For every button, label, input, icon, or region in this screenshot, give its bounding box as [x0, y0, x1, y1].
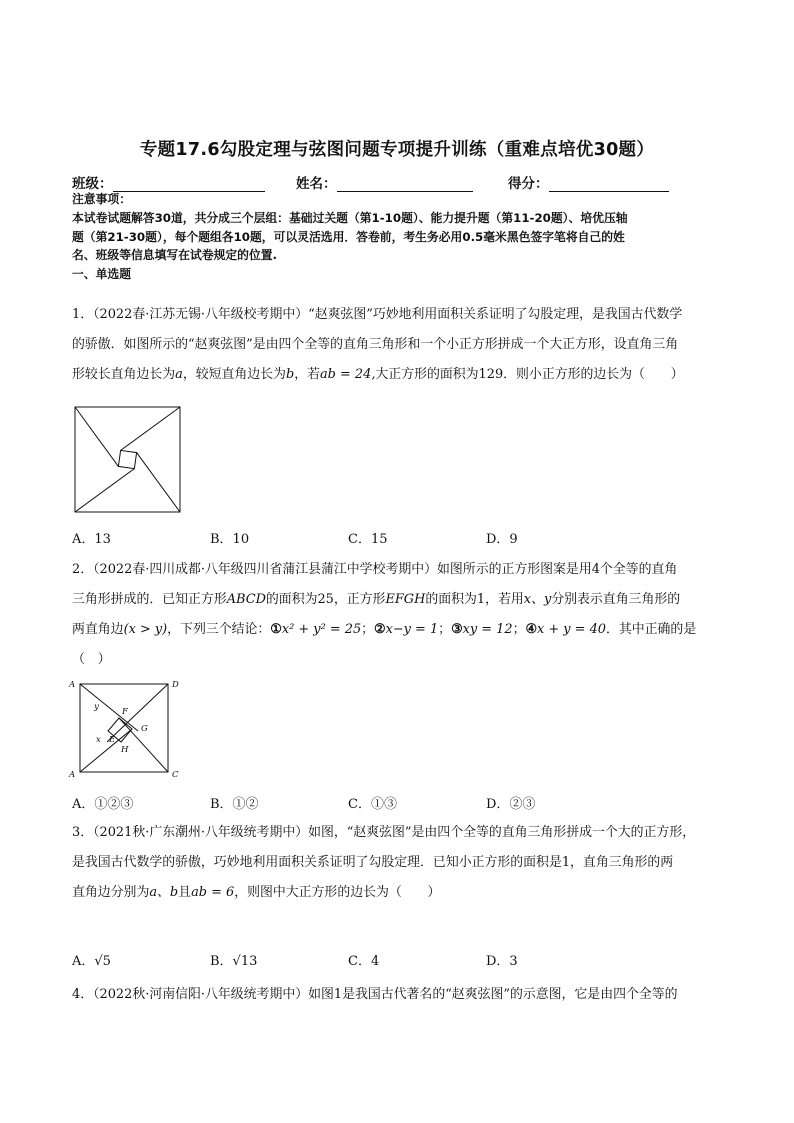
question-2	[72, 555, 726, 675]
class-field	[72, 172, 265, 192]
square-pattern-diagram-q2	[66, 676, 186, 784]
q2-option-a[interactable]: A．①②③	[72, 797, 134, 812]
q1-option-d[interactable]: D．9	[486, 532, 518, 547]
name-field	[296, 172, 473, 192]
q2-line-2: 三角形拼成的．已知正方形ABCD的面积为25，正方形EFGH的面积为1，若用x、y分别表示直角三角形的	[72, 592, 681, 607]
q1-line-2: 的骄傲．如图所示的“赵爽弦图”是由四个全等的直角三角形和一个小正方形拼成一个大正方形，设直角三角	[72, 337, 679, 352]
notice-line-1: 本试卷试题解答30道，共分成三个层组：基础过关题（第1-10题）、能力提升题（第11-20题）、培优压轴	[72, 210, 628, 225]
question-3	[72, 818, 726, 908]
notice-block	[72, 190, 724, 284]
zhao-shuang-diagram-q1	[74, 406, 182, 514]
q2-option-b[interactable]: B．①②	[210, 797, 259, 812]
question-1	[72, 300, 726, 390]
class-label: 班级：	[72, 176, 113, 192]
notice-heading: 注意事项：	[72, 192, 131, 206]
label-e: E	[109, 735, 116, 745]
score-label: 得分：	[508, 176, 549, 192]
notice-line-3: 名、班级等信息填写在试卷规定的位置.	[72, 248, 278, 263]
q4-line-1: 4．（2022秋·河南信阳·八年级统考期中）如图1是我国古代著名的“赵爽弦图”的示意图，它是由四个全等的	[72, 987, 678, 1002]
q2-option-c[interactable]: C．①③	[348, 797, 397, 812]
q3-option-d[interactable]: D．3	[486, 954, 518, 969]
label-a-bottom: A	[69, 770, 76, 780]
notice-line-2: 题（第21-30题），每个题组各10题，可以灵活选用．答卷前，考生务必用0.5毫米黑色签字笔将自己的姓	[72, 229, 625, 244]
label-y: y	[94, 702, 99, 712]
q1-option-b[interactable]: B．10	[210, 532, 250, 547]
student-info-row	[72, 172, 722, 192]
section-heading: 一、单选题	[72, 267, 131, 282]
q3-line-2: 是我国古代数学的骄傲，巧妙地利用面积关系证明了勾股定理．已知小正方形的面积是1，直角三角形的两	[72, 855, 674, 870]
score-field	[508, 172, 669, 192]
q1-option-c[interactable]: C．15	[348, 532, 388, 547]
q2-option-d[interactable]: D．②③	[486, 797, 536, 812]
name-label: 姓名：	[296, 176, 337, 192]
label-g: G	[141, 724, 148, 734]
q3-line-1: 3．（2021秋·广东潮州·八年级统考期中）如图，“赵爽弦图”是由四个全等的直角三角形拼成一个大的正方形，	[72, 825, 696, 840]
q3-option-b[interactable]: B．√13	[210, 954, 258, 969]
q2-line-1: 2．（2022春·四川成都·八年级四川省蒲江县蒲江中学校考期中）如图所示的正方形图案是用4个全等的直角	[72, 562, 678, 577]
page-title: 专题17.6勾股定理与弦图问题专项提升训练（重难点培优30题）	[139, 140, 655, 160]
q1-line-3: 形较长直角边长为a，较短直角边长为b，若ab = 24,大正方形的面积为129．则小正方形的边长为（ ）	[72, 367, 684, 382]
label-f: F	[122, 707, 128, 717]
label-c: C	[172, 770, 179, 780]
label-x: x	[96, 735, 101, 745]
label-d: D	[172, 680, 179, 690]
label-h: H	[121, 745, 129, 755]
question-4	[72, 980, 726, 1010]
q3-option-a[interactable]: A．√5	[72, 954, 111, 969]
q2-line-3: 两直角边(x > y)，下列三个结论：①x² + y² = 25；②x−y = 1；③xy = 12；④x + y = 40．其中正确的是	[72, 622, 697, 637]
q1-line-1: 1．（2022春·江苏无锡·八年级校考期中）“赵爽弦图”巧妙地利用面积关系证明了勾股定理，是我国古代数学	[72, 307, 683, 322]
q2-line-4: （ ）	[72, 652, 111, 667]
label-a-top: A	[69, 680, 76, 690]
q3-option-c[interactable]: C．4	[348, 954, 380, 969]
q1-option-a[interactable]: A．13	[72, 532, 111, 547]
q3-line-3: 直角边分别为a、b且ab = 6，则图中大正方形的边长为（ ）	[72, 885, 441, 900]
